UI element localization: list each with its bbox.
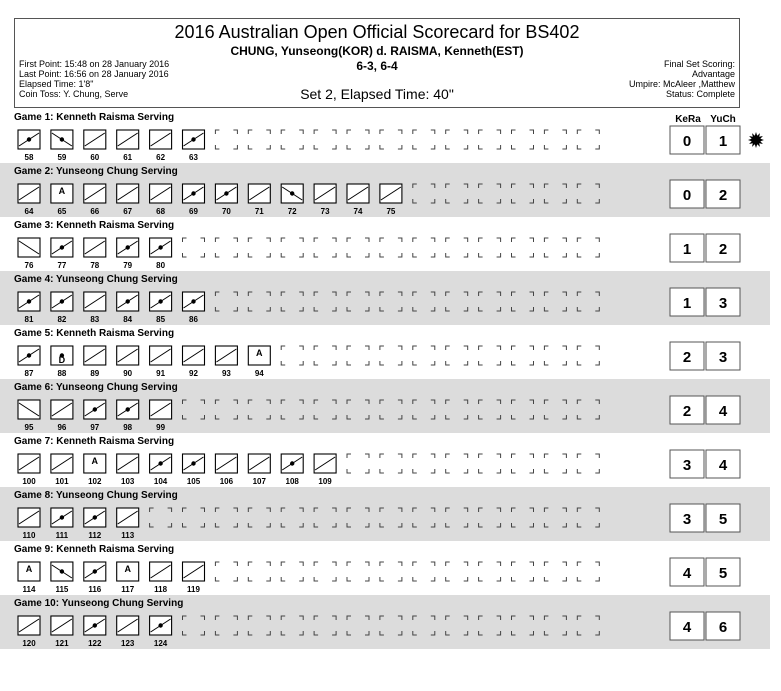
point-box: [248, 454, 270, 486]
point-box: [84, 292, 106, 324]
empty-point-box: [347, 346, 369, 365]
point-box: [51, 454, 73, 486]
empty-point-box: [380, 400, 402, 419]
empty-point-box: [314, 400, 336, 419]
empty-point-box: [479, 238, 501, 257]
empty-point-box: [347, 562, 369, 581]
empty-point-box: [577, 508, 599, 527]
empty-point-box: [248, 238, 270, 257]
point-box: [150, 346, 172, 378]
empty-point-box: [577, 292, 599, 311]
score-yuch: 3: [718, 349, 728, 366]
empty-point-box: [150, 508, 172, 527]
empty-point-box: [347, 130, 369, 149]
empty-point-box: [512, 508, 534, 527]
point-number: 70: [221, 207, 231, 216]
point-number: 69: [189, 207, 198, 216]
score-yuch: 3: [718, 295, 728, 312]
empty-point-box: [281, 400, 303, 419]
empty-point-box: [479, 400, 501, 419]
game-title: Game 5: Kenneth Raisma Serving: [14, 328, 175, 339]
empty-point-box: [413, 562, 435, 581]
score-kera: 4: [682, 565, 692, 582]
point-box: [183, 130, 205, 162]
empty-point-box: [512, 238, 534, 257]
point-box: [84, 130, 106, 162]
match-status: Status: Complete: [665, 89, 735, 99]
point-number: 59: [57, 153, 67, 162]
point-number: 61: [123, 153, 133, 162]
game-title: Game 6: Yunseong Chung Serving: [14, 382, 178, 393]
score-kera: 2: [682, 403, 692, 420]
point-box: [84, 616, 106, 648]
point-box: [18, 130, 40, 162]
score-kera: 3: [682, 457, 692, 474]
point-number: 78: [90, 261, 100, 270]
empty-point-box: [446, 184, 468, 203]
empty-point-box: [347, 292, 369, 311]
empty-point-box: [248, 562, 270, 581]
empty-point-box: [446, 616, 468, 635]
point-box: [51, 346, 73, 378]
point-number: 116: [88, 585, 102, 594]
empty-point-box: [577, 346, 599, 365]
empty-point-box: [347, 400, 369, 419]
empty-point-box: [215, 130, 237, 149]
empty-point-box: [314, 346, 336, 365]
empty-point-box: [544, 454, 566, 473]
match-score: 6-3, 6-4: [356, 59, 398, 73]
point-number: 108: [285, 477, 299, 486]
point-number: 97: [90, 423, 100, 432]
coin-toss: Coin Toss: Y. Chung, Serve: [19, 89, 129, 99]
empty-point-box: [577, 616, 599, 635]
empty-point-box: [446, 454, 468, 473]
point-number: 100: [22, 477, 36, 486]
empty-point-box: [446, 508, 468, 527]
empty-point-box: [215, 562, 237, 581]
empty-point-box: [446, 130, 468, 149]
empty-point-box: [380, 346, 402, 365]
game-title: Game 9: Kenneth Raisma Serving: [14, 544, 175, 555]
point-box: [117, 292, 139, 324]
empty-point-box: [314, 616, 336, 635]
empty-point-box: [281, 292, 303, 311]
point-number: 117: [121, 585, 135, 594]
empty-point-box: [512, 346, 534, 365]
point-number: 110: [22, 531, 36, 540]
umpire: Umpire: McAleer ,Matthew: [628, 79, 735, 89]
point-box: [117, 400, 139, 432]
empty-point-box: [544, 130, 566, 149]
score-yuch: 2: [718, 241, 728, 258]
empty-point-box: [577, 454, 599, 473]
empty-point-box: [577, 184, 599, 203]
point-number: 105: [186, 477, 201, 486]
point-number: 80: [156, 261, 166, 270]
empty-point-box: [544, 238, 566, 257]
empty-point-box: [577, 562, 599, 581]
point-number: 111: [55, 531, 69, 540]
point-number: 88: [57, 369, 67, 378]
empty-point-box: [512, 562, 534, 581]
empty-point-box: [479, 346, 501, 365]
empty-point-box: [215, 238, 237, 257]
point-box: [183, 562, 205, 594]
point-number: 98: [123, 423, 133, 432]
empty-point-box: [380, 130, 402, 149]
empty-point-box: [183, 508, 205, 527]
score-yuch: 4: [718, 457, 728, 474]
score-yuch: 2: [718, 187, 728, 204]
score-yuch: 5: [718, 511, 728, 528]
empty-point-box: [479, 130, 501, 149]
point-box: [84, 184, 106, 216]
point-box: [84, 400, 106, 432]
empty-point-box: [215, 292, 237, 311]
point-box: [51, 508, 73, 540]
point-number: 71: [254, 207, 264, 216]
point-box: [314, 184, 336, 216]
empty-point-box: [215, 508, 237, 527]
point-box: [150, 616, 172, 648]
point-box: [183, 346, 205, 378]
point-box: [18, 184, 40, 216]
point-box: [18, 616, 40, 648]
point-number: 87: [24, 369, 34, 378]
empty-point-box: [380, 562, 402, 581]
empty-point-box: [248, 292, 270, 311]
game-title: Game 1: Kenneth Raisma Serving: [14, 112, 175, 123]
point-code: A: [256, 348, 263, 358]
empty-point-box: [281, 562, 303, 581]
point-number: 104: [153, 477, 168, 486]
empty-point-box: [314, 508, 336, 527]
point-number: 68: [156, 207, 166, 216]
point-number: 63: [189, 153, 198, 162]
empty-point-box: [347, 238, 369, 257]
point-box: [248, 346, 270, 378]
score-kera: 0: [682, 133, 692, 150]
empty-point-box: [380, 292, 402, 311]
empty-point-box: [183, 616, 205, 635]
point-number: 91: [156, 369, 166, 378]
point-number: 76: [24, 261, 34, 270]
point-box: [18, 292, 40, 324]
empty-point-box: [512, 400, 534, 419]
empty-point-box: [413, 130, 435, 149]
point-number: 120: [22, 639, 36, 648]
game-title: Game 10: Yunseong Chung Serving: [14, 598, 184, 609]
empty-point-box: [479, 292, 501, 311]
point-number: 109: [318, 477, 332, 486]
empty-point-box: [446, 400, 468, 419]
scorecard-title: 2016 Australian Open Official Scorecard for BS402: [174, 22, 580, 42]
point-number: 124: [153, 639, 168, 648]
point-box: [183, 292, 205, 324]
empty-point-box: [347, 508, 369, 527]
column-head-yuch: YuCh: [710, 114, 736, 125]
empty-point-box: [446, 346, 468, 365]
empty-point-box: [479, 508, 501, 527]
empty-point-box: [413, 238, 435, 257]
point-box: [18, 454, 40, 486]
point-number: 113: [121, 531, 135, 540]
empty-point-box: [314, 562, 336, 581]
empty-point-box: [512, 292, 534, 311]
point-number: 101: [55, 477, 69, 486]
point-number: 85: [156, 315, 166, 324]
empty-point-box: [413, 508, 435, 527]
point-number: 115: [55, 585, 69, 594]
score-kera: 2: [682, 349, 692, 366]
point-box: [150, 454, 172, 486]
point-box: [51, 184, 73, 216]
game-title: Game 4: Yunseong Chung Serving: [14, 274, 178, 285]
game-title: Game 8: Yunseong Chung Serving: [14, 490, 178, 501]
point-number: 123: [121, 639, 135, 648]
empty-point-box: [380, 616, 402, 635]
empty-point-box: [314, 238, 336, 257]
point-code: A: [58, 186, 66, 196]
point-box: [150, 400, 172, 432]
empty-point-box: [512, 616, 534, 635]
score-kera: 0: [682, 187, 692, 204]
empty-point-box: [479, 562, 501, 581]
point-box: [117, 184, 139, 216]
point-number: 77: [57, 261, 67, 270]
point-number: 86: [189, 315, 198, 324]
point-number: 58: [24, 153, 34, 162]
point-number: 79: [123, 261, 133, 270]
empty-point-box: [183, 400, 205, 419]
point-number: 119: [187, 585, 200, 594]
point-box: [347, 184, 369, 216]
point-code: A: [25, 564, 33, 574]
last-point: Last Point: 16:56 on 28 January 2016: [19, 69, 169, 79]
game-title: Game 7: Kenneth Raisma Serving: [14, 436, 175, 447]
empty-point-box: [413, 400, 435, 419]
point-number: 84: [123, 315, 133, 324]
empty-point-box: [479, 184, 501, 203]
point-number: 122: [88, 639, 102, 648]
empty-point-box: [248, 616, 270, 635]
score-yuch: 5: [718, 565, 728, 582]
elapsed-time: Elapsed Time: 1'8": [19, 79, 94, 89]
point-box: [117, 616, 139, 648]
score-yuch: 6: [718, 619, 728, 636]
score-kera: 1: [682, 295, 692, 312]
point-number: 96: [57, 423, 67, 432]
point-number: 73: [320, 207, 330, 216]
point-box: [183, 184, 205, 216]
point-number: 83: [90, 315, 100, 324]
column-head-kera: KeRa: [675, 114, 701, 125]
point-box: [314, 454, 336, 486]
empty-point-box: [544, 508, 566, 527]
point-box: [248, 184, 270, 216]
empty-point-box: [512, 184, 534, 203]
point-box: [117, 238, 139, 270]
empty-point-box: [281, 238, 303, 257]
point-number: 99: [156, 423, 166, 432]
point-box: [183, 454, 205, 486]
empty-point-box: [446, 238, 468, 257]
point-box: [51, 238, 73, 270]
empty-point-box: [248, 130, 270, 149]
point-box: [281, 454, 303, 486]
game-title: Game 3: Kenneth Raisma Serving: [14, 220, 175, 231]
point-box: [380, 184, 402, 216]
empty-point-box: [248, 400, 270, 419]
point-box: [51, 292, 73, 324]
point-box: [51, 562, 73, 594]
point-box: [117, 130, 139, 162]
empty-point-box: [479, 616, 501, 635]
score-yuch: 1: [718, 133, 728, 150]
empty-point-box: [215, 616, 237, 635]
point-box: [84, 508, 106, 540]
point-number: 65: [57, 207, 67, 216]
empty-point-box: [544, 292, 566, 311]
empty-point-box: [380, 508, 402, 527]
point-box: [51, 616, 73, 648]
point-number: 74: [353, 207, 363, 216]
first-point: First Point: 15:48 on 28 January 2016: [19, 59, 170, 69]
point-box: [117, 346, 139, 378]
final-set-label: Final Set Scoring:: [663, 59, 735, 69]
point-number: 67: [123, 207, 133, 216]
point-box: [84, 346, 106, 378]
empty-point-box: [281, 346, 303, 365]
point-box: [150, 238, 172, 270]
game-title: Game 2: Yunseong Chung Serving: [14, 166, 178, 177]
empty-point-box: [577, 238, 599, 257]
point-number: 62: [156, 153, 166, 162]
point-box: [18, 238, 40, 270]
point-code: A: [91, 456, 99, 466]
empty-point-box: [544, 184, 566, 203]
point-number: 82: [57, 315, 67, 324]
point-box: [117, 454, 139, 486]
point-number: 106: [219, 477, 234, 486]
point-box: [150, 184, 172, 216]
point-box: [51, 400, 73, 432]
empty-point-box: [413, 454, 435, 473]
empty-point-box: [413, 346, 435, 365]
empty-point-box: [577, 400, 599, 419]
empty-point-box: [544, 616, 566, 635]
point-number: 102: [88, 477, 102, 486]
point-code: A: [124, 564, 131, 574]
empty-point-box: [281, 508, 303, 527]
point-box: [150, 562, 172, 594]
point-box: [84, 454, 106, 486]
empty-point-box: [479, 454, 501, 473]
score-kera: 3: [682, 511, 692, 528]
empty-point-box: [544, 346, 566, 365]
point-box: [18, 400, 40, 432]
empty-point-box: [281, 616, 303, 635]
point-number: 114: [22, 585, 36, 594]
point-box: [150, 292, 172, 324]
empty-point-box: [446, 562, 468, 581]
empty-point-box: [380, 238, 402, 257]
empty-point-box: [248, 508, 270, 527]
set-point-burst-icon: [748, 132, 764, 148]
point-number: 93: [221, 369, 231, 378]
point-number: 60: [90, 153, 100, 162]
point-number: 92: [189, 369, 198, 378]
score-kera: 1: [682, 241, 692, 258]
point-box: [18, 346, 40, 378]
empty-point-box: [347, 616, 369, 635]
score-yuch: 4: [718, 403, 728, 420]
point-box: [84, 562, 106, 594]
empty-point-box: [544, 400, 566, 419]
point-code: D: [58, 355, 66, 365]
point-box: [18, 508, 40, 540]
empty-point-box: [512, 454, 534, 473]
match-players: CHUNG, Yunseong(KOR) d. RAISMA, Kenneth(EST): [230, 44, 524, 58]
point-number: 81: [24, 315, 34, 324]
score-kera: 4: [682, 619, 692, 636]
empty-point-box: [314, 292, 336, 311]
point-number: 94: [254, 369, 264, 378]
point-box: [150, 130, 172, 162]
point-number: 95: [24, 423, 34, 432]
empty-point-box: [413, 184, 435, 203]
point-box: [215, 346, 237, 378]
empty-point-box: [183, 238, 205, 257]
empty-point-box: [347, 454, 369, 473]
empty-point-box: [512, 130, 534, 149]
point-number: 64: [24, 207, 34, 216]
point-box: [215, 184, 237, 216]
empty-point-box: [215, 400, 237, 419]
point-number: 103: [121, 477, 135, 486]
point-box: [84, 238, 106, 270]
empty-point-box: [446, 292, 468, 311]
point-number: 107: [252, 477, 266, 486]
point-box: [215, 454, 237, 486]
point-number: 72: [287, 207, 297, 216]
final-set-value: Advantage: [691, 69, 735, 79]
point-box: [51, 130, 73, 162]
empty-point-box: [380, 454, 402, 473]
point-number: 66: [90, 207, 100, 216]
point-number: 90: [123, 369, 133, 378]
point-box: [117, 508, 139, 540]
empty-point-box: [413, 292, 435, 311]
empty-point-box: [544, 562, 566, 581]
empty-point-box: [577, 130, 599, 149]
point-box: [117, 562, 139, 594]
point-number: 118: [154, 585, 168, 594]
set-info: Set 2, Elapsed Time: 40": [300, 86, 454, 102]
point-number: 112: [88, 531, 102, 540]
point-number: 75: [386, 207, 396, 216]
point-box: [18, 562, 40, 594]
point-number: 121: [55, 639, 69, 648]
point-number: 89: [90, 369, 100, 378]
point-box: [281, 184, 303, 216]
empty-point-box: [314, 130, 336, 149]
empty-point-box: [281, 130, 303, 149]
empty-point-box: [413, 616, 435, 635]
